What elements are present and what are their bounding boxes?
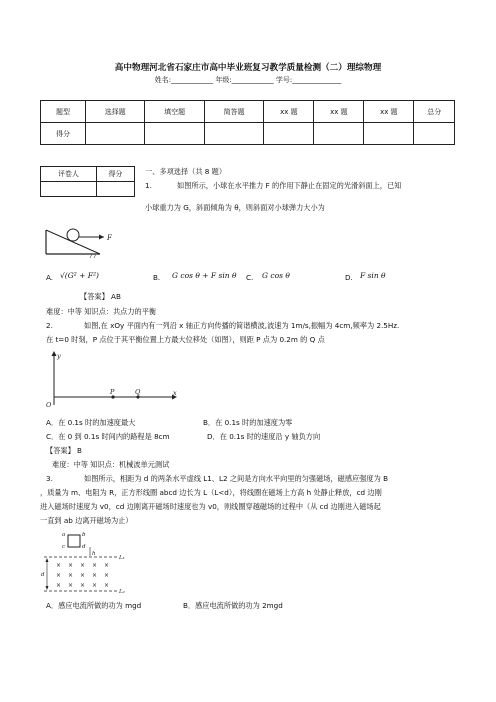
svg-text:×: × [104,572,110,579]
score-cell[interactable] [314,123,364,145]
svg-text:×: × [68,582,74,589]
score-header-cell: 总分 [414,101,455,123]
q2-fig-label-P: P [110,388,115,396]
q2-wave-figure [40,349,190,413]
q3-text-line3: 进入磁场时速度为 v0，cd 边刚离开磁场时速度也为 v0，则线圈穿越磁场的过程中（从 cd 边刚进入磁场起 [40,502,381,511]
q2-answer: 【答案】 B [46,446,82,455]
grader-score-cell[interactable] [96,182,134,197]
section-title: 一、多项选择（共 8 题） [145,167,227,176]
q2-number: 2. [46,321,53,330]
svg-text:×: × [104,562,110,569]
q1-option-c-label: C. [246,273,254,282]
q2-option-b: B．在 0.1s 时的加速度为零 [203,418,293,427]
q2-option-d: D．在 0.1s 时的速度沿 y 轴负方向 [207,432,321,441]
svg-text:×: × [68,562,74,569]
q1-option-d-label: D. [345,273,353,282]
score-table [40,100,455,145]
svg-text:×: × [92,572,98,579]
q1-text-line2: 小球重力为 G，斜面倾角为 θ，则斜面对小球弹力大小为 [145,203,325,212]
q3-option-b: B．感应电流所做的功为 2mgd [183,601,283,610]
grader-name-cell[interactable] [41,182,97,197]
q2-option-a: A．在 0.1s 时的加速度最大 [46,418,136,427]
svg-text:×: × [92,582,98,589]
score-cell[interactable] [204,123,263,145]
svg-text:×: × [68,572,74,579]
score-cell[interactable] [364,123,414,145]
q2-option-c: C．在 0 到 0.1s 时间内的路程是 8cm [46,432,170,441]
q2-meta: 难度：中等 知识点：机械波单元测试 [52,460,170,469]
q3-magnetic-field-figure [38,529,138,599]
score-table-header-row [41,101,455,123]
q3-fig-label-L1: L₁ [119,555,125,561]
score-header-cell: 简答题 [204,101,263,123]
score-header-cell: 填空题 [145,101,204,123]
q3-text-line1: 如图所示，相距为 d 的两条水平虚线 L1、L2 之间是方向水平向里的匀强磁场，磁感应强度为 B [84,474,389,483]
q3-number: 3. [46,474,53,483]
q1-option-b-formula: G cos θ + F sin θ [172,271,237,280]
q3-fig-label-d: d [82,544,86,550]
svg-text:×: × [92,562,98,569]
q2-fig-label-O: O [46,401,52,409]
q3-fig-label-h: h [92,551,96,557]
svg-text:×: × [80,582,86,589]
q1-option-b-label: B. [153,273,161,282]
q3-option-a: A．感应电流所做的功为 mgd [46,601,142,610]
q1-text-line1: 如图所示，小球在水平推力 F 的作用下静止在固定的光滑斜面上，已知 [177,181,402,190]
q3-fig-label-L2: L₂ [119,589,125,595]
grader-label: 评卷人 [41,167,97,182]
q2-fig-label-Q: Q [135,388,141,396]
score-header-cell: 选择题 [86,101,145,123]
q1-option-d-formula: F sin θ [360,271,386,280]
score-header-cell: 题型 [41,101,86,123]
score-cell[interactable] [264,123,314,145]
grader-score-label: 得分 [96,167,134,182]
q3-fig-label-b: b [82,532,86,538]
score-cell[interactable] [145,123,204,145]
svg-text:×: × [80,562,86,569]
q2-text-line1: 如图,在 xOy 平面内有一列沿 x 轴正方向传播的简谐横波,波速为 1m/s,振幅为 4cm,频率为 2.5Hz. [84,321,400,330]
q1-answer: 【答案】 AB [80,292,121,301]
q2-fig-label-y: y [57,352,61,360]
q3-fig-label-c: c [62,544,66,550]
score-header-cell: xx 题 [364,101,414,123]
score-header-cell: xx 题 [314,101,364,123]
q3-fig-label-field-width: d [41,572,45,578]
q3-text-line4: 一直到 ab 边离开磁场为止） [40,516,133,525]
score-table-score-row [41,123,455,145]
grader-table [40,166,135,197]
score-cell[interactable] [414,123,455,145]
q1-incline-figure [40,220,150,260]
q2-text-line2: 在 t=0 时刻，P 点位于其平衡位置上方最大位移处（如图），则距 P 点为 0.2m 的 Q 点 [46,335,325,344]
svg-text:×: × [104,582,110,589]
q1-option-a-label: A. [46,273,54,282]
score-row-label: 得分 [41,123,86,145]
svg-text:×: × [56,582,62,589]
score-cell[interactable] [86,123,145,145]
q2-fig-label-x: x [173,389,177,397]
score-header-cell: xx 题 [264,101,314,123]
student-info-line: 姓名:____________ 年级:____________ 学号:______________ [154,76,342,84]
q3-text-line2: ，质量为 m、电阻为 R，正方形线圈 abcd 边长为 L（L<d），将线圈在磁场上方高 h 处静止释放，cd 边刚 [40,488,382,497]
q1-option-c-formula: G cos θ [262,271,290,280]
q1-option-a-formula: √(G² + F²) [60,271,99,280]
q1-fig-label-F: F [107,234,112,242]
svg-text:×: × [56,572,62,579]
svg-text:×: × [80,572,86,579]
q1-meta: 难度：中等 知识点：共点力的平衡 [46,307,157,316]
q1-number: 1. [145,181,152,190]
q3-fig-label-a: a [62,532,66,538]
svg-text:×: × [56,562,62,569]
page-title: 高中物理河北省石家庄市高中毕业班复习教学质量检测（二）理综物理 [114,63,382,73]
